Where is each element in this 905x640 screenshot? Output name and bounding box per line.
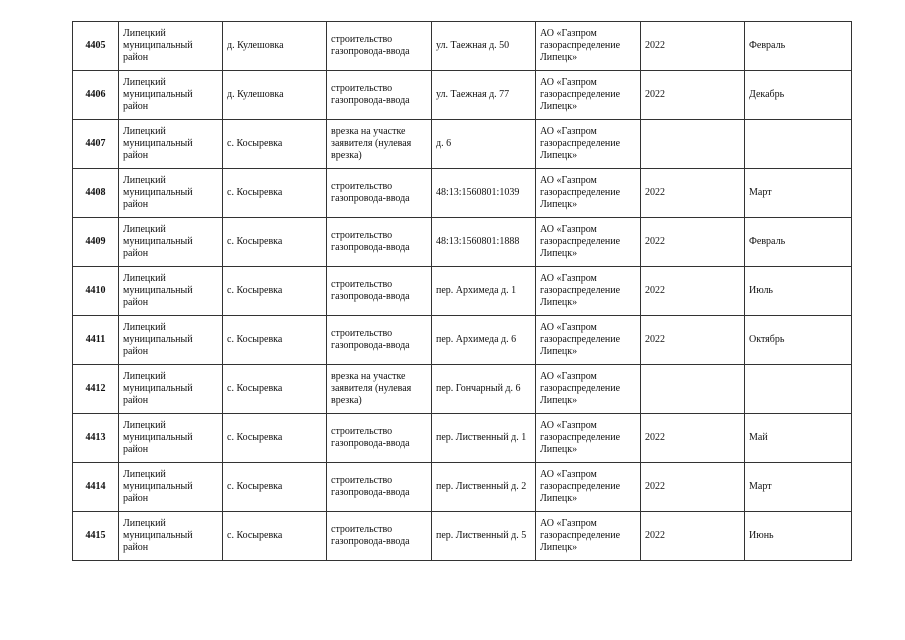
locality-cell: д. Кулешовка (223, 22, 327, 71)
locality-cell: с. Косыревка (223, 463, 327, 512)
year-cell: 2022 (641, 512, 745, 561)
organization-cell: АО «Газпром газораспределение Липецк» (536, 512, 641, 561)
work-type-cell: врезка на участке заявителя (нулевая врезка) (327, 120, 432, 169)
work-type-cell: строительство газопровода-ввода (327, 512, 432, 561)
locality-cell: с. Косыревка (223, 169, 327, 218)
row-number: 4411 (73, 316, 119, 365)
locality-cell: с. Косыревка (223, 120, 327, 169)
row-number: 4410 (73, 267, 119, 316)
month-cell (745, 365, 852, 414)
organization-cell: АО «Газпром газораспределение Липецк» (536, 71, 641, 120)
district-cell: Липецкий муниципальный район (119, 218, 223, 267)
row-number: 4415 (73, 512, 119, 561)
organization-cell: АО «Газпром газораспределение Липецк» (536, 22, 641, 71)
work-type-cell: строительство газопровода-ввода (327, 22, 432, 71)
table-body (73, 22, 852, 561)
address-cell: пер. Архимеда д. 6 (432, 316, 536, 365)
district-cell: Липецкий муниципальный район (119, 316, 223, 365)
year-cell (641, 120, 745, 169)
address-cell: пер. Лиственный д. 1 (432, 414, 536, 463)
organization-cell: АО «Газпром газораспределение Липецк» (536, 365, 641, 414)
district-cell: Липецкий муниципальный район (119, 414, 223, 463)
locality-cell: с. Косыревка (223, 365, 327, 414)
locality-cell: с. Косыревка (223, 218, 327, 267)
address-cell: пер. Архимеда д. 1 (432, 267, 536, 316)
district-cell: Липецкий муниципальный район (119, 169, 223, 218)
row-number: 4413 (73, 414, 119, 463)
locality-cell: с. Косыревка (223, 512, 327, 561)
month-cell: Март (745, 463, 852, 512)
locality-cell: с. Косыревка (223, 267, 327, 316)
organization-cell: АО «Газпром газораспределение Липецк» (536, 316, 641, 365)
address-cell: пер. Лиственный д. 2 (432, 463, 536, 512)
table-row (73, 71, 852, 120)
address-cell: ул. Таежная д. 77 (432, 71, 536, 120)
locality-cell: с. Косыревка (223, 316, 327, 365)
organization-cell: АО «Газпром газораспределение Липецк» (536, 120, 641, 169)
month-cell: Май (745, 414, 852, 463)
month-cell: Март (745, 169, 852, 218)
address-cell: 48:13:1560801:1039 (432, 169, 536, 218)
table-row (73, 267, 852, 316)
month-cell: Февраль (745, 218, 852, 267)
year-cell: 2022 (641, 316, 745, 365)
organization-cell: АО «Газпром газораспределение Липецк» (536, 414, 641, 463)
table-row (73, 120, 852, 169)
row-number: 4408 (73, 169, 119, 218)
district-cell: Липецкий муниципальный район (119, 512, 223, 561)
row-number: 4406 (73, 71, 119, 120)
organization-cell: АО «Газпром газораспределение Липецк» (536, 218, 641, 267)
year-cell: 2022 (641, 414, 745, 463)
address-cell: д. 6 (432, 120, 536, 169)
organization-cell: АО «Газпром газораспределение Липецк» (536, 267, 641, 316)
district-cell: Липецкий муниципальный район (119, 365, 223, 414)
table-row (73, 169, 852, 218)
work-type-cell: строительство газопровода-ввода (327, 414, 432, 463)
work-type-cell: строительство газопровода-ввода (327, 71, 432, 120)
year-cell (641, 365, 745, 414)
row-number: 4407 (73, 120, 119, 169)
table-row (73, 316, 852, 365)
district-cell: Липецкий муниципальный район (119, 71, 223, 120)
table-row (73, 218, 852, 267)
row-number: 4414 (73, 463, 119, 512)
address-cell: пер. Лиственный д. 5 (432, 512, 536, 561)
organization-cell: АО «Газпром газораспределение Липецк» (536, 169, 641, 218)
row-number: 4409 (73, 218, 119, 267)
district-cell: Липецкий муниципальный район (119, 463, 223, 512)
work-type-cell: строительство газопровода-ввода (327, 169, 432, 218)
organization-cell: АО «Газпром газораспределение Липецк» (536, 463, 641, 512)
locality-cell: с. Косыревка (223, 414, 327, 463)
month-cell (745, 120, 852, 169)
work-type-cell: строительство газопровода-ввода (327, 218, 432, 267)
table-row (73, 463, 852, 512)
locality-cell: д. Кулешовка (223, 71, 327, 120)
month-cell: Декабрь (745, 71, 852, 120)
table-row (73, 22, 852, 71)
address-cell: ул. Таежная д. 50 (432, 22, 536, 71)
month-cell: Июль (745, 267, 852, 316)
table-row (73, 365, 852, 414)
year-cell: 2022 (641, 267, 745, 316)
month-cell: Октябрь (745, 316, 852, 365)
row-number: 4412 (73, 365, 119, 414)
year-cell: 2022 (641, 463, 745, 512)
district-cell: Липецкий муниципальный район (119, 22, 223, 71)
row-number: 4405 (73, 22, 119, 71)
work-type-cell: строительство газопровода-ввода (327, 267, 432, 316)
table-row (73, 512, 852, 561)
address-cell: пер. Гончарный д. 6 (432, 365, 536, 414)
address-cell: 48:13:1560801:1888 (432, 218, 536, 267)
month-cell: Февраль (745, 22, 852, 71)
work-type-cell: строительство газопровода-ввода (327, 463, 432, 512)
year-cell: 2022 (641, 71, 745, 120)
year-cell: 2022 (641, 169, 745, 218)
work-type-cell: строительство газопровода-ввода (327, 316, 432, 365)
month-cell: Июнь (745, 512, 852, 561)
district-cell: Липецкий муниципальный район (119, 267, 223, 316)
work-type-cell: врезка на участке заявителя (нулевая врезка) (327, 365, 432, 414)
table-row (73, 414, 852, 463)
gas-connection-table (72, 21, 852, 561)
year-cell: 2022 (641, 22, 745, 71)
district-cell: Липецкий муниципальный район (119, 120, 223, 169)
year-cell: 2022 (641, 218, 745, 267)
